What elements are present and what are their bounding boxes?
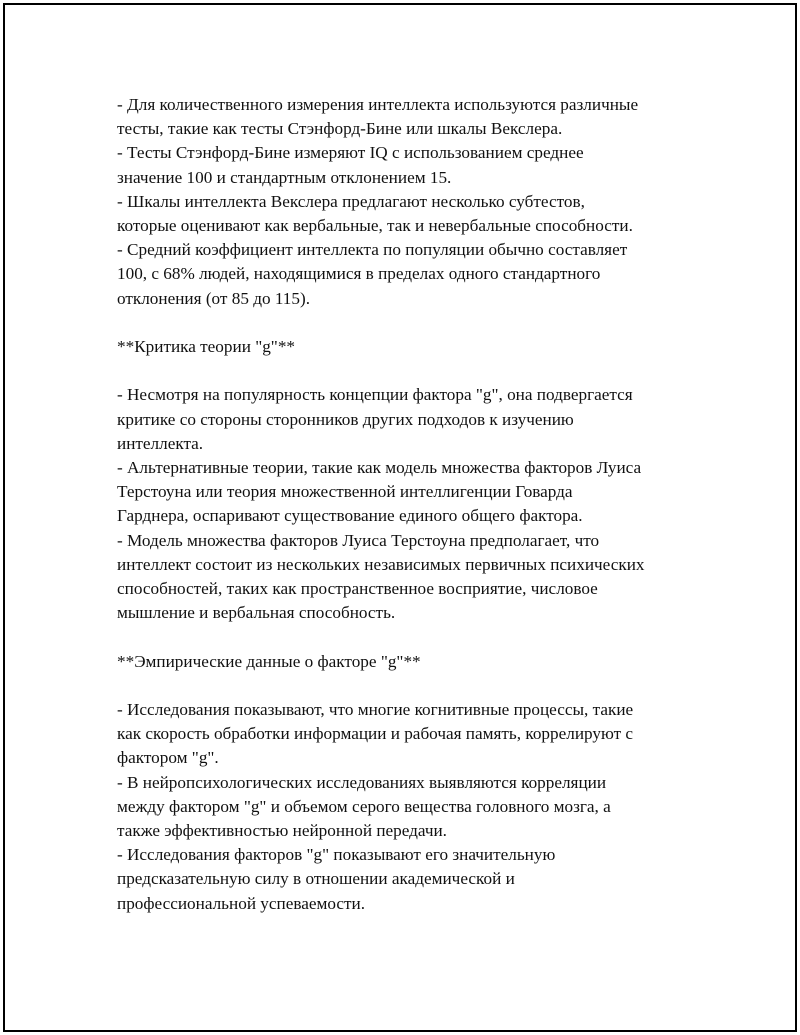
text-line: критике со стороны сторонников других подходов к изучению (117, 409, 574, 429)
text-line: Гарднера, оспаривают существование единого общего фактора. (117, 506, 583, 526)
blank-line (117, 311, 717, 335)
text-line: значение 100 и стандартным отклонением 15. (117, 167, 452, 187)
section-heading: **Эмпирические данные о факторе "g"** (117, 651, 421, 671)
text-line: интеллект состоит из нескольких независимых первичных психических (117, 554, 645, 574)
text-line: - Шкалы интеллекта Векслера предлагают несколько субтестов, (117, 191, 585, 211)
text-line: - Модель множества факторов Луиса Терстоуна предполагает, что (117, 530, 600, 550)
text-line: интеллекта. (117, 433, 204, 453)
section-intro (117, 93, 717, 311)
text-line: Терстоуна или теория множественной интеллигенции Говарда (117, 482, 573, 502)
text-line: - Исследования факторов "g" показывают его значительную (117, 845, 556, 865)
text-line: тесты, такие как тесты Стэнфорд-Бине или шкалы Векслера. (117, 119, 563, 139)
document-body (117, 93, 717, 916)
text-line: - В нейропсихологических исследованиях выявляются корреляции (117, 772, 607, 792)
text-line: 100, с 68% людей, находящимися в пределах одного стандартного (117, 264, 601, 284)
blank-line (117, 674, 717, 698)
blank-line (117, 359, 717, 383)
section-heading: **Критика теории "g"** (117, 337, 296, 357)
text-line: между фактором "g" и объемом серого вещества головного мозга, а (117, 796, 611, 816)
text-line: профессиональной успеваемости. (117, 893, 366, 913)
text-line: способностей, таких как пространственное восприятие, числовое (117, 579, 598, 599)
section-empirical (117, 650, 717, 916)
text-line: отклонения (от 85 до 115). (117, 288, 311, 308)
text-line: - Несмотря на популярность концепции фактора "g", она подвергается (117, 385, 633, 405)
text-line: - Тесты Стэнфорд-Бине измеряют IQ с использованием среднее (117, 143, 584, 163)
text-line: - Исследования показывают, что многие когнитивные процессы, такие (117, 700, 634, 720)
text-line: - Альтернативные теории, такие как модель множества факторов Луиса (117, 458, 642, 478)
text-line: также эффективностью нейронной передачи. (117, 821, 447, 841)
section-critique (117, 335, 717, 625)
text-line: которые оценивают как вербальные, так и невербальные способности. (117, 216, 633, 236)
text-line: - Средний коэффициент интеллекта по популяции обычно составляет (117, 240, 628, 260)
text-line: - Для количественного измерения интеллекта используются различные (117, 95, 639, 114)
text-line: фактором "g". (117, 748, 219, 768)
text-line: как скорость обработки информации и рабочая память, коррелируют с (117, 724, 634, 744)
blank-line (117, 625, 717, 649)
text-line: предсказательную силу в отношении академической и (117, 869, 515, 889)
text-line: мышление и вербальная способность. (117, 603, 396, 623)
